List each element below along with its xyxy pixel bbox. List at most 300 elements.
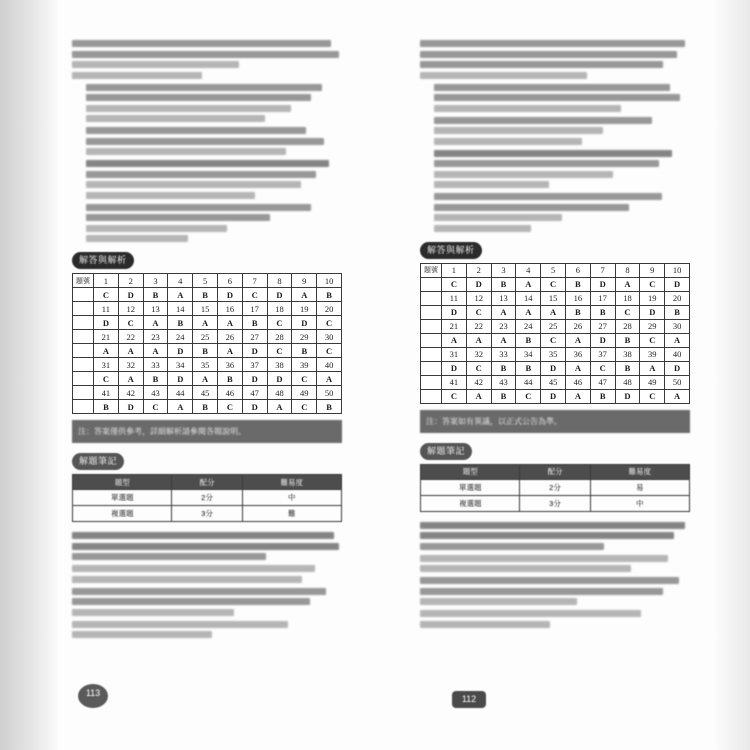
cell: 29 [640, 319, 665, 333]
cell: 1 [442, 263, 467, 277]
cell: B [168, 316, 193, 330]
left-mini-table [72, 474, 342, 522]
cell: 26 [565, 319, 590, 333]
cell: 15 [541, 291, 566, 305]
cell: C [317, 344, 342, 358]
cell: C [94, 372, 119, 386]
cell: C [590, 361, 615, 375]
cell: A [565, 333, 590, 347]
cell: D [541, 361, 566, 375]
table-row [421, 495, 690, 511]
cell: B [491, 389, 516, 403]
cell: 40 [665, 347, 690, 361]
cell: B [615, 333, 640, 347]
page-edge-shadow [716, 0, 750, 750]
cell: 8 [267, 274, 292, 288]
cell: 26 [217, 330, 242, 344]
cell: 45 [193, 386, 218, 400]
table-row [421, 347, 690, 361]
column-header: 配分 [520, 464, 590, 479]
cell: 25 [193, 330, 218, 344]
cell: C [217, 400, 242, 414]
left-answer-section-badge: 解答與解析 [72, 252, 134, 269]
left-answer-table [72, 273, 342, 414]
table-row [421, 389, 690, 403]
row-label [421, 347, 442, 361]
cell: 41 [94, 386, 119, 400]
row-label [421, 319, 442, 333]
cell: A [615, 277, 640, 291]
cell: B [590, 389, 615, 403]
table-row [73, 386, 342, 400]
left-paragraph-5 [86, 204, 342, 243]
page-spine-shadow [0, 0, 58, 750]
cell: D [267, 288, 292, 302]
row-label [73, 400, 94, 414]
cell: A [565, 389, 590, 403]
table-row [73, 330, 342, 344]
cell: 42 [466, 375, 491, 389]
right-paragraph-5 [434, 193, 690, 232]
cell: 20 [665, 291, 690, 305]
left-second-section-heading [72, 453, 342, 470]
right-answer-note: 注：答案如有異議，以正式公告為準。 [420, 410, 690, 433]
cell: 30 [317, 330, 342, 344]
row-label [421, 375, 442, 389]
cell: B [491, 361, 516, 375]
cell: A [217, 316, 242, 330]
right-bottom-paragraph-2 [420, 555, 690, 573]
cell: 33 [491, 347, 516, 361]
cell: 24 [168, 330, 193, 344]
cell: A [193, 316, 218, 330]
cell: C [466, 305, 491, 319]
cell: 23 [143, 330, 168, 344]
right-bottom-paragraph-3 [420, 577, 690, 605]
right-second-section-heading [420, 443, 690, 460]
table-row [73, 316, 342, 330]
cell: 11 [442, 291, 467, 305]
cell: A [541, 305, 566, 319]
cell: A [317, 372, 342, 386]
cell: B [615, 361, 640, 375]
cell: 6 [217, 274, 242, 288]
cell: 21 [94, 330, 119, 344]
cell: D [466, 277, 491, 291]
right-bottom-paragraph-4 [420, 610, 690, 628]
cell: A [466, 389, 491, 403]
cell: 2 [118, 274, 143, 288]
table-row [421, 305, 690, 319]
row-label [421, 333, 442, 347]
cell: 48 [615, 375, 640, 389]
cell: 21 [442, 319, 467, 333]
table-row [73, 490, 342, 506]
cell: B [491, 277, 516, 291]
cell: A [640, 361, 665, 375]
cell: A [516, 277, 541, 291]
right-intro-paragraph [420, 40, 690, 79]
cell: 37 [242, 358, 267, 372]
cell: C [541, 277, 566, 291]
row-label: 題號 [421, 263, 442, 277]
cell: B [516, 333, 541, 347]
cell: B [193, 344, 218, 358]
cell: C [640, 389, 665, 403]
cell: D [590, 277, 615, 291]
cell: 32 [118, 358, 143, 372]
cell: 4 [516, 263, 541, 277]
cell: A [491, 305, 516, 319]
cell: A [143, 316, 168, 330]
cell: 50 [317, 386, 342, 400]
cell: 15 [193, 302, 218, 316]
cell: C [640, 277, 665, 291]
cell: B [317, 400, 342, 414]
cell: 39 [640, 347, 665, 361]
cell: 複選題 [73, 506, 172, 522]
cell: 10 [665, 263, 690, 277]
cell: 3 [491, 263, 516, 277]
cell: C [442, 277, 467, 291]
column-header: 題型 [421, 464, 520, 479]
left-answer-note: 注：答案僅供參考，詳細解析請參閱各題說明。 [72, 420, 342, 443]
cell: A [118, 344, 143, 358]
cell: 25 [541, 319, 566, 333]
cell: 2分 [520, 479, 590, 495]
cell: B [565, 277, 590, 291]
cell: D [242, 372, 267, 386]
table-header-row [421, 464, 690, 479]
cell: 39 [292, 358, 317, 372]
cell: 38 [267, 358, 292, 372]
cell: 32 [466, 347, 491, 361]
right-bottom-paragraph-1 [420, 522, 690, 550]
table-row [73, 506, 342, 522]
cell: 7 [590, 263, 615, 277]
cell: 18 [267, 302, 292, 316]
cell: 難 [242, 506, 341, 522]
column-header: 題型 [73, 475, 172, 490]
cell: D [292, 316, 317, 330]
cell: D [217, 288, 242, 302]
cell: D [615, 389, 640, 403]
right-paragraph-2 [434, 84, 690, 112]
row-label [73, 358, 94, 372]
cell: 16 [565, 291, 590, 305]
cell: 中 [590, 495, 689, 511]
cell: 14 [516, 291, 541, 305]
row-label [421, 291, 442, 305]
cell: 複選題 [421, 495, 520, 511]
cell: C [615, 305, 640, 319]
cell: 49 [292, 386, 317, 400]
cell: 31 [442, 347, 467, 361]
right-answer-table [420, 263, 690, 404]
cell: 50 [665, 375, 690, 389]
row-label [73, 330, 94, 344]
cell: D [242, 344, 267, 358]
cell: A [466, 333, 491, 347]
cell: 38 [615, 347, 640, 361]
cell: D [168, 372, 193, 386]
left-column [72, 40, 342, 643]
cell: C [466, 361, 491, 375]
table-row [73, 372, 342, 386]
cell: 13 [143, 302, 168, 316]
cell: C [267, 344, 292, 358]
right-mini-table [420, 464, 690, 512]
cell: D [168, 344, 193, 358]
right-column [420, 40, 690, 633]
table-row [73, 358, 342, 372]
left-paragraph-2 [86, 84, 342, 123]
cell: A [168, 288, 193, 302]
cell: 3分 [520, 495, 590, 511]
cell: B [217, 372, 242, 386]
cell: C [118, 316, 143, 330]
cell: D [541, 389, 566, 403]
cell: 43 [143, 386, 168, 400]
cell: 19 [640, 291, 665, 305]
cell: 28 [267, 330, 292, 344]
cell: 23 [491, 319, 516, 333]
cell: 6 [565, 263, 590, 277]
cell: 5 [541, 263, 566, 277]
cell: 36 [565, 347, 590, 361]
row-label [421, 305, 442, 319]
cell: B [292, 344, 317, 358]
cell: B [590, 305, 615, 319]
cell: 33 [143, 358, 168, 372]
row-label [73, 288, 94, 302]
cell: B [193, 288, 218, 302]
page-number-right: 112 [452, 691, 486, 708]
cell: 34 [516, 347, 541, 361]
right-second-section-badge: 解題筆記 [420, 443, 472, 460]
row-label [421, 389, 442, 403]
cell: B [94, 400, 119, 414]
cell: D [665, 361, 690, 375]
cell: 3分 [172, 506, 242, 522]
cell: D [94, 316, 119, 330]
cell: 47 [590, 375, 615, 389]
table-row [421, 361, 690, 375]
cell: D [267, 372, 292, 386]
cell: A [118, 372, 143, 386]
cell: A [516, 305, 541, 319]
cell: 27 [242, 330, 267, 344]
cell: 20 [317, 302, 342, 316]
table-row [421, 375, 690, 389]
cell: A [665, 333, 690, 347]
cell: 7 [242, 274, 267, 288]
cell: 8 [615, 263, 640, 277]
table-row [421, 319, 690, 333]
table-row [73, 288, 342, 302]
left-bottom-paragraph-1 [72, 532, 342, 560]
table-header-row [73, 475, 342, 490]
cell: 17 [242, 302, 267, 316]
cell: 37 [590, 347, 615, 361]
cell: 49 [640, 375, 665, 389]
row-label [73, 372, 94, 386]
cell: 44 [168, 386, 193, 400]
table-row [73, 274, 342, 288]
cell: A [491, 333, 516, 347]
table-row [421, 479, 690, 495]
cell: C [317, 316, 342, 330]
left-bottom-paragraph-2 [72, 565, 342, 583]
row-label [73, 386, 94, 400]
cell: 41 [442, 375, 467, 389]
cell: B [143, 372, 168, 386]
cell: 4 [168, 274, 193, 288]
cell: A [292, 288, 317, 302]
cell: 36 [217, 358, 242, 372]
cell: C [292, 372, 317, 386]
left-intro-paragraph [72, 40, 342, 79]
cell: A [442, 333, 467, 347]
row-label: 題號 [73, 274, 94, 288]
cell: D [442, 361, 467, 375]
cell: 易 [590, 479, 689, 495]
cell: 30 [665, 319, 690, 333]
cell: D [118, 288, 143, 302]
cell: D [242, 400, 267, 414]
cell: 12 [466, 291, 491, 305]
cell: 12 [118, 302, 143, 316]
cell: A [168, 400, 193, 414]
cell: 22 [466, 319, 491, 333]
row-label [73, 316, 94, 330]
cell: D [118, 400, 143, 414]
cell: 16 [217, 302, 242, 316]
cell: C [242, 288, 267, 302]
cell: B [143, 288, 168, 302]
cell: A [267, 400, 292, 414]
cell: 11 [94, 302, 119, 316]
right-answer-section-badge: 解答與解析 [420, 242, 482, 259]
cell: 44 [516, 375, 541, 389]
cell: 28 [615, 319, 640, 333]
cell: D [640, 305, 665, 319]
cell: C [267, 316, 292, 330]
cell: B [516, 361, 541, 375]
table-row [73, 400, 342, 414]
cell: B [317, 288, 342, 302]
cell: 18 [615, 291, 640, 305]
left-paragraph-4 [86, 160, 342, 199]
cell: 10 [317, 274, 342, 288]
cell: 9 [640, 263, 665, 277]
left-bottom-paragraph-3 [72, 588, 342, 616]
column-header: 難易度 [590, 464, 689, 479]
right-answer-section-heading [420, 242, 690, 259]
cell: 中 [242, 490, 341, 506]
cell: 29 [292, 330, 317, 344]
row-label [73, 302, 94, 316]
cell: 35 [541, 347, 566, 361]
page-number-left: 113 [78, 684, 108, 708]
cell: 27 [590, 319, 615, 333]
cell: C [143, 400, 168, 414]
table-row [421, 333, 690, 347]
cell: 35 [193, 358, 218, 372]
right-paragraph-3 [434, 117, 690, 145]
column-header: 難易度 [242, 475, 341, 490]
cell: 2 [466, 263, 491, 277]
cell: C [442, 389, 467, 403]
cell: 3 [143, 274, 168, 288]
cell: C [94, 288, 119, 302]
cell: D [442, 305, 467, 319]
cell: 9 [292, 274, 317, 288]
cell: B [665, 305, 690, 319]
left-paragraph-3 [86, 127, 342, 155]
cell: A [143, 344, 168, 358]
table-row [421, 291, 690, 305]
cell: B [565, 305, 590, 319]
cell: 48 [267, 386, 292, 400]
cell: 13 [491, 291, 516, 305]
left-bottom-paragraph-4 [72, 621, 342, 639]
cell: C [640, 333, 665, 347]
cell: 31 [94, 358, 119, 372]
cell: D [590, 333, 615, 347]
column-header: 配分 [172, 475, 242, 490]
cell: D [665, 277, 690, 291]
cell: 2分 [172, 490, 242, 506]
left-second-section-badge: 解題筆記 [72, 453, 124, 470]
row-label [421, 361, 442, 375]
table-row [421, 263, 690, 277]
cell: 43 [491, 375, 516, 389]
cell: A [565, 361, 590, 375]
cell: 46 [565, 375, 590, 389]
cell: A [217, 344, 242, 358]
cell: 40 [317, 358, 342, 372]
cell: 34 [168, 358, 193, 372]
cell: 1 [94, 274, 119, 288]
cell: B [242, 316, 267, 330]
cell: C [541, 333, 566, 347]
cell: 14 [168, 302, 193, 316]
cell: 19 [292, 302, 317, 316]
table-row [73, 344, 342, 358]
row-label [73, 344, 94, 358]
cell: 5 [193, 274, 218, 288]
cell: 22 [118, 330, 143, 344]
cell: 17 [590, 291, 615, 305]
table-row [73, 302, 342, 316]
cell: A [665, 389, 690, 403]
cell: C [516, 389, 541, 403]
cell: 42 [118, 386, 143, 400]
cell: B [193, 400, 218, 414]
cell: 45 [541, 375, 566, 389]
cell: 47 [242, 386, 267, 400]
cell: 單選題 [73, 490, 172, 506]
left-answer-section-heading [72, 252, 342, 269]
cell: 46 [217, 386, 242, 400]
cell: C [292, 400, 317, 414]
row-label [421, 277, 442, 291]
right-paragraph-4 [434, 150, 690, 189]
cell: 單選題 [421, 479, 520, 495]
cell: A [193, 372, 218, 386]
cell: A [94, 344, 119, 358]
